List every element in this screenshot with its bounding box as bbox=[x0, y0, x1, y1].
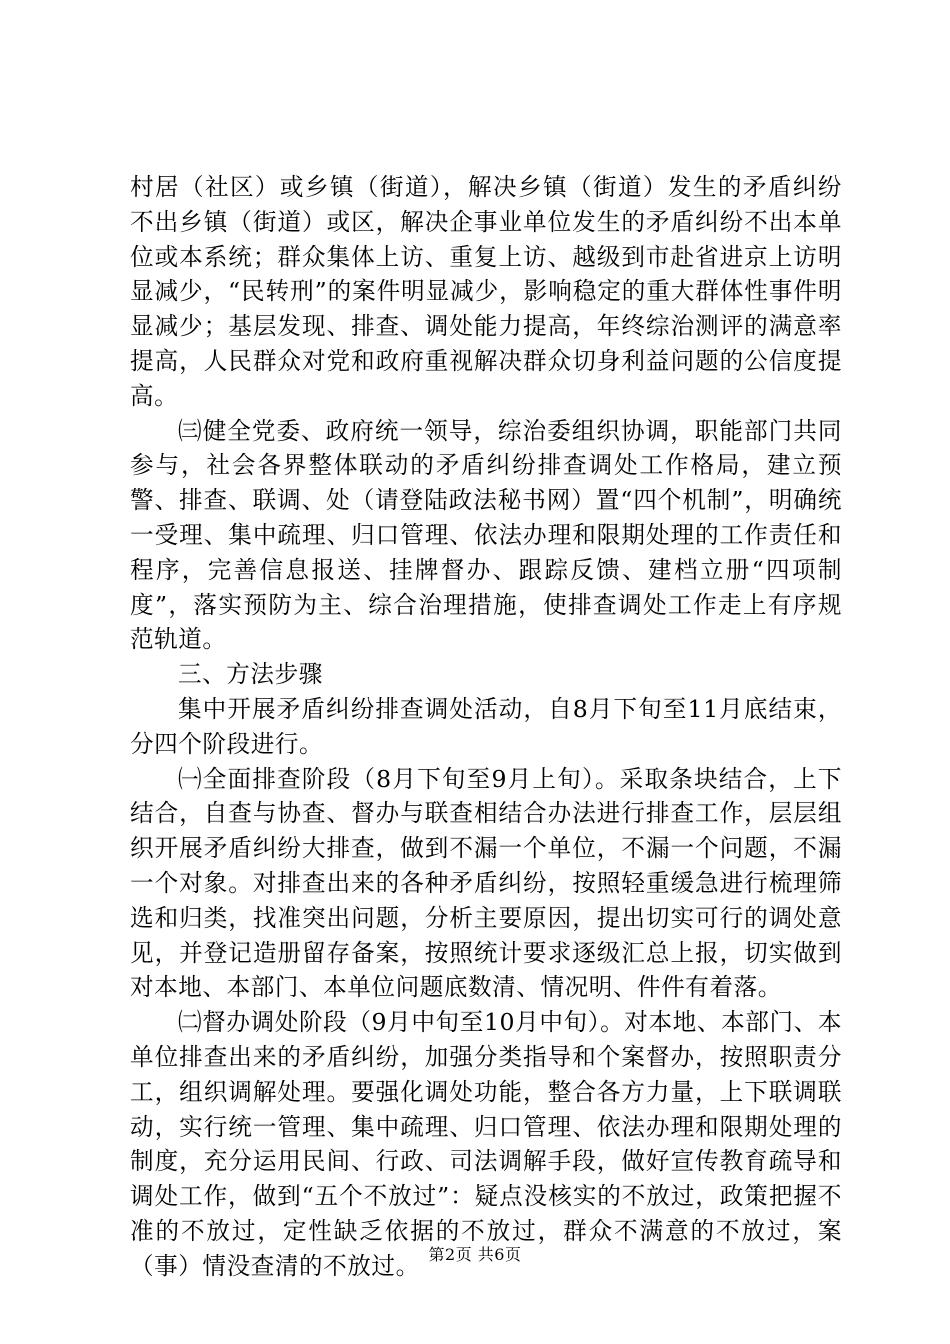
document-body bbox=[130, 170, 842, 1284]
section-heading-methods: 三、方法步骤 bbox=[178, 660, 323, 689]
paragraph-continuation: 村居（社区）或乡镇（街道），解决乡镇（街道）发生的矛盾纠纷不出乡镇（街道）或区，解决企事业单位发生的矛盾纠纷不出本单位或本系统；群众集体上访、重复上访、越级到市赴省进京上访明显减少，“民转刑”的案件明显减少，影响稳定的重大群体性事件明显减少；基层发现、排查、调处能力提高，年终综治测评的满意率提高，人民群众对党和政府重视解决群众切身利益问题的公信度提高。 bbox=[130, 173, 842, 410]
paragraph-item-3: ㈢健全党委、政府统一领导，综治委组织协调，职能部门共同参与，社会各界整体联动的矛盾纠纷排查调处工作格局，建立预警、排查、联调、处（请登陆政法秘书网）置“四个机制”，明确统一受理、集中疏理、归口管理、依法办理和限期处理的工作责任和程序，完善信息报送、挂牌督办、跟踪反馈、建档立册“四项制度”，落实预防为主、综合治理措施，使排查调处工作走上有序规范轨道。 bbox=[130, 416, 842, 654]
page-footer: 第2页 共6页 bbox=[428, 1245, 522, 1264]
paragraph-methods-intro: 集中开展矛盾纠纷排查调处活动，自8月下旬至11月底结束，分四个阶段进行。 bbox=[130, 694, 842, 758]
paragraph-stage-1: ㈠全面排查阶段（8月下旬至9月上旬）。采取条块结合，上下结合，自查与协查、督办与联查相结合办法进行排查工作，层层组织开展矛盾纠纷大排查，做到不漏一个单位，不漏一个问题，不漏一个对象。对排查出来的各种矛盾纠纷，按照轻重缓急进行梳理筛选和归类，找准突出问题，分析主要原因，提出切实可行的调处意见，并登记造册留存备案，按照统计要求逐级汇总上报，切实做到对本地、本部门、本单位问题底数清、情况明、件件有着落。 bbox=[130, 764, 842, 1002]
paragraph-stage-2: ㈡督办调处阶段（9月中旬至10月中旬）。对本地、本部门、本单位排查出来的矛盾纠纷，加强分类指导和个案督办，按照职责分工，组织调解处理。要强化调处功能，整合各方力量，上下联调联动，实行统一管理、集中疏理、归口管理、依法办理和限期处理的制度，充分运用民间、行政、司法调解手段，做好宣传教育疏导和调处工作，做到“五个不放过”：疑点没核实的不放过，政策把握不准的不放过，定性缺乏依据的不放过，群众不满意的不放过，案（事）情没查清的不放过。 bbox=[130, 1008, 842, 1280]
